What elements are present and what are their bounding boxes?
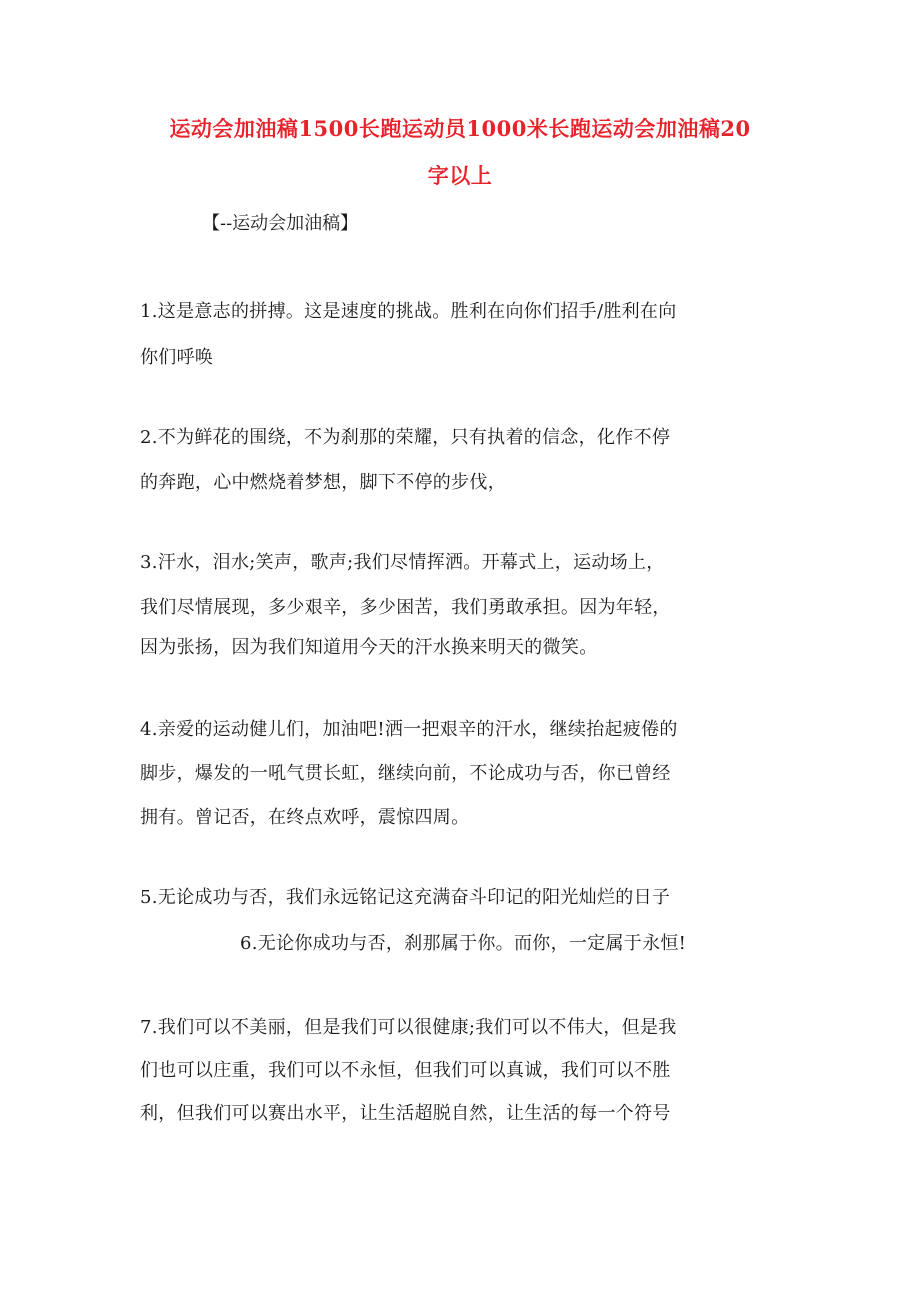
paragraph-4-line-1: 4.亲爱的运动健儿们，加油吧!洒一把艰辛的汗水，继续抬起疲倦的 (140, 719, 678, 740)
paragraph-2-line-1: 2.不为鲜花的围绕，不为刹那的荣耀，只有执着的信念，化作不停 (140, 427, 671, 448)
paragraph-3-line-2: 我们尽情展现，多少艰辛，多少困苦，我们勇敢承担。因为年轻， (140, 597, 671, 618)
paragraph-1-line-2: 你们呼唤 (140, 347, 214, 368)
paragraph-3-line-3: 因为张扬，因为我们知道用今天的汗水换来明天的微笑。 (140, 637, 598, 658)
paragraph-6-line-1: 6.无论你成功与否，刹那属于你。而你，一定属于永恒! (240, 933, 687, 954)
paragraph-7-line-1: 7.我们可以不美丽，但是我们可以很健康;我们可以不伟大，但是我 (140, 1017, 677, 1038)
paragraph-7-line-2: 们也可以庄重，我们可以不永恒，但我们可以真诚，我们可以不胜 (140, 1060, 671, 1081)
paragraph-7-line-3: 利，但我们可以赛出水平，让生活超脱自然，让生活的每一个符号 (140, 1103, 671, 1124)
paragraph-1-line-1: 1.这是意志的拼搏。这是速度的挑战。胜利在向你们招手/胜利在向 (140, 301, 677, 322)
paragraph-3-line-1: 3.汗水，泪水;笑声，歌声;我们尽情挥洒。开幕式上，运动场上， (140, 552, 665, 573)
paragraph-4-line-3: 拥有。曾记否，在终点欢呼，震惊四周。 (140, 807, 470, 828)
paragraph-5-line-1: 5.无论成功与否，我们永远铭记这充满奋斗印记的阳光灿烂的日子 (140, 887, 671, 908)
paragraph-2-line-2: 的奔跑，心中燃烧着梦想，脚下不停的步伐， (140, 472, 506, 493)
section-subheading: 【--运动会加油稿】 (202, 213, 359, 234)
document-title: 运动会加油稿1500长跑运动员1000米长跑运动会加油稿20 (169, 116, 751, 141)
document-title-continued: 字以上 (427, 163, 493, 188)
paragraph-4-line-2: 脚步，爆发的一吼气贯长虹，继续向前，不论成功与否，你已曾经 (140, 763, 671, 784)
